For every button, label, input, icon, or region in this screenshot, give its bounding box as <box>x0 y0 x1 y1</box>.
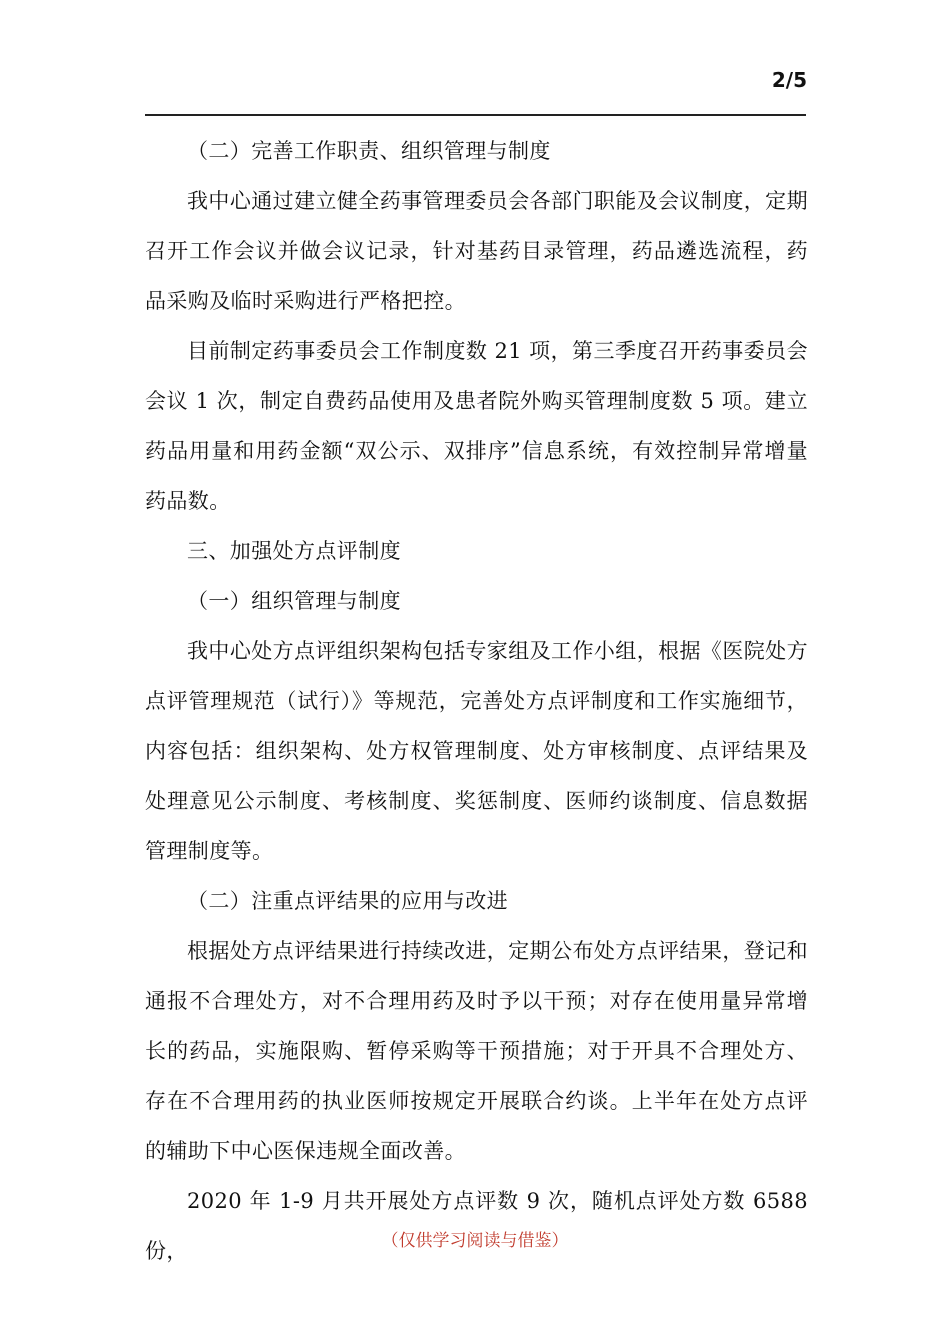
paragraph: 根据处方点评结果进行持续改进，定期公布处方点评结果，登记和通报不合理处方，对不合理用药及时予以干预；对存在使用量异常增长的药品，实施限购、暂停采购等干预措施；对于开具不合理处方、存在不合理用药的执业医师按规定开展联合约谈。上半年在处方点评的辅助下中心医保违规全面改善。 <box>145 939 808 1163</box>
header-rule <box>145 114 806 116</box>
section-heading: 三、加强处方点评制度 <box>187 539 401 563</box>
page-number: 2/5 <box>771 68 807 92</box>
section-heading: （二）完善工作职责、组织管理与制度 <box>187 139 551 163</box>
section-heading: （一）组织管理与制度 <box>187 589 401 613</box>
footer-note: （仅供学习阅读与借鉴） <box>381 1231 569 1251</box>
document-body <box>145 126 808 1276</box>
section-heading: （二）注重点评结果的应用与改进 <box>187 889 508 913</box>
paragraph: 我中心通过建立健全药事管理委员会各部门职能及会议制度，定期召开工作会议并做会议记录，针对基药目录管理，药品遴选流程，药品采购及临时采购进行严格把控。 <box>145 189 808 313</box>
paragraph: 2020 年 1-9 月共开展处方点评数 9 次，随机点评处方数 6588 份， <box>145 1189 808 1263</box>
paragraph: 我中心处方点评组织架构包括专家组及工作小组，根据《医院处方点评管理规范（试行）》等规范，完善处方点评制度和工作实施细节，内容包括：组织架构、处方权管理制度、处方审核制度、点评结果及处理意见公示制度、考核制度、奖惩制度、医师约谈制度、信息数据管理制度等。 <box>145 639 808 863</box>
paragraph: 目前制定药事委员会工作制度数 21 项，第三季度召开药事委员会会议 1 次，制定自费药品使用及患者院外购买管理制度数 5 项。建立药品用量和用药金额“双公示、双排序”信息系统，有效控制异常增量药品数。 <box>145 339 808 513</box>
